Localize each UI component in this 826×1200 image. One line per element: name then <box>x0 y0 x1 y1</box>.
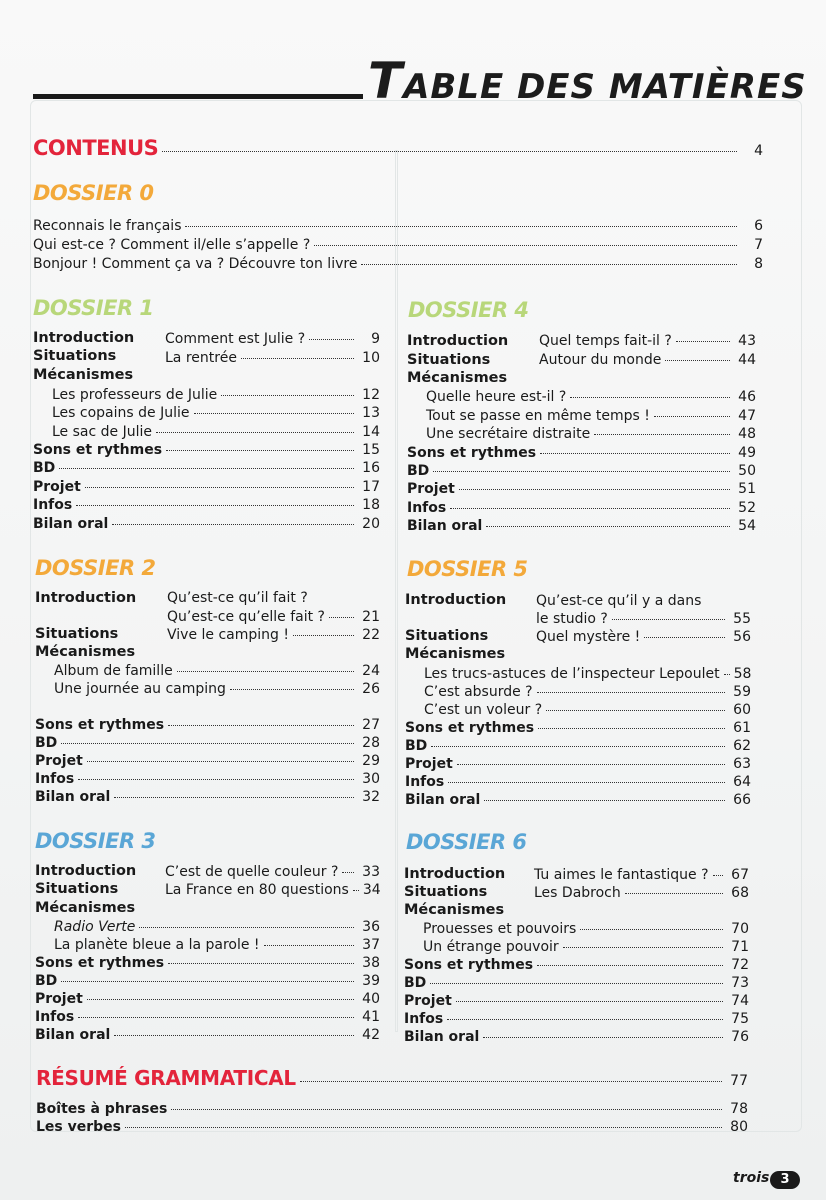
page-word: trois <box>733 1170 770 1186</box>
mecanismes-label: Mécanismes <box>405 646 506 662</box>
dossier-0-heading: DOSSIER 0 <box>33 181 154 205</box>
toc-row: Le sac de Julie 14 <box>52 424 380 440</box>
toc-row: Qu’est-ce qu’elle fait ? 21 <box>167 609 380 625</box>
toc-row: Sons et rythmes 72 <box>404 957 749 973</box>
toc-row: Bilan oral 20 <box>33 516 380 532</box>
toc-row: Boîtes à phrases 78 <box>36 1101 748 1117</box>
toc-row: Sons et rythmes 61 <box>405 720 751 736</box>
toc-row: Autour du monde 44 <box>539 352 756 368</box>
situations-label: Situations <box>33 348 117 364</box>
toc-row: BD 73 <box>404 975 749 991</box>
resume-heading: RÉSUMÉ GRAMMATICAL <box>36 1066 296 1090</box>
toc-row: Quel mystère ! 56 <box>536 629 751 645</box>
toc-row: Bilan oral 54 <box>407 518 756 534</box>
mecanismes-label: Mécanismes <box>404 902 505 918</box>
page-title: TABLE DES MATIÈRES <box>368 52 807 110</box>
toc-row: Infos 41 <box>35 1009 380 1025</box>
toc-row: Projet 17 <box>33 479 380 495</box>
contenus-heading: CONTENUS <box>33 136 159 160</box>
introduction-text: Qu’est-ce qu’il fait ? <box>167 590 308 606</box>
background-frame <box>395 150 398 1032</box>
toc-row: La France en 80 questions 34 <box>165 882 381 898</box>
toc-row: La rentrée 10 <box>165 350 380 366</box>
toc-row: Prouesses et pouvoirs 70 <box>423 921 749 937</box>
mecanismes-label: Mécanismes <box>407 370 508 386</box>
toc-row: Les copains de Julie 13 <box>52 405 380 421</box>
toc-row: Projet 51 <box>407 481 756 497</box>
page-number: 4 <box>754 143 763 159</box>
toc-row: Une secrétaire distraite 48 <box>426 426 756 442</box>
toc-row: Une journée au camping 26 <box>54 681 380 697</box>
leader-dots <box>162 151 737 152</box>
toc-row: Radio Verte 36 <box>54 919 380 935</box>
toc-row: Infos 18 <box>33 497 380 513</box>
toc-row: C’est un voleur ? 60 <box>424 702 751 718</box>
toc-row: Projet 40 <box>35 991 380 1007</box>
toc-row: Infos 52 <box>407 500 756 516</box>
toc-row: Projet 63 <box>405 756 751 772</box>
toc-row: BD 62 <box>405 738 751 754</box>
toc-row: Sons et rythmes 49 <box>407 445 756 461</box>
mecanismes-label: Mécanismes <box>33 367 134 383</box>
mecanismes-label: Mécanismes <box>35 644 136 660</box>
toc-row: Infos 75 <box>404 1011 749 1027</box>
dossier-4-heading: DOSSIER 4 <box>408 298 529 322</box>
toc-row-contenus <box>33 136 763 160</box>
introduction-label: Introduction <box>405 592 507 608</box>
toc-row: Sons et rythmes 38 <box>35 955 380 971</box>
toc-row: Album de famille 24 <box>54 663 380 679</box>
toc-row: Bilan oral 76 <box>404 1029 749 1045</box>
dossier-1-heading: DOSSIER 1 <box>33 296 154 320</box>
situations-label: Situations <box>404 884 488 900</box>
toc-row: Qui est-ce ? Comment il/elle s’appelle ? 7 <box>33 237 763 253</box>
toc-row: Vive le camping ! 22 <box>167 627 380 643</box>
dossier-6-heading: DOSSIER 6 <box>406 830 527 854</box>
toc-row: Bilan oral 32 <box>35 789 380 805</box>
toc-row: Sons et rythmes 27 <box>35 717 380 733</box>
toc-row: BD 28 <box>35 735 380 751</box>
toc-row: Les Dabroch 68 <box>534 885 749 901</box>
introduction-label: Introduction <box>35 590 137 606</box>
toc-row: Les professeurs de Julie 12 <box>52 387 380 403</box>
situations-label: Situations <box>407 352 491 368</box>
introduction-label: Introduction <box>33 330 135 346</box>
situations-label: Situations <box>35 881 119 897</box>
introduction-label: Introduction <box>407 333 509 349</box>
dossier-2-heading: DOSSIER 2 <box>35 556 156 580</box>
toc-row: Bonjour ! Comment ça va ? Découvre ton livre 8 <box>33 256 763 272</box>
toc-row: Quel temps fait-il ? 43 <box>539 333 756 349</box>
toc-row: Bilan oral 66 <box>405 792 751 808</box>
toc-row: La planète bleue a la parole ! 37 <box>54 937 380 953</box>
toc-row: Infos 30 <box>35 771 380 787</box>
toc-row: le studio ? 55 <box>536 611 751 627</box>
toc-row: BD 39 <box>35 973 380 989</box>
toc-row: Les trucs-astuces de l’inspecteur Lepoulet 58 <box>424 666 752 682</box>
toc-row: BD 16 <box>33 460 380 476</box>
introduction-label: Introduction <box>35 863 137 879</box>
toc-row: Projet 29 <box>35 753 380 769</box>
toc-row: Comment est Julie ? 9 <box>165 331 380 347</box>
dossier-3-heading: DOSSIER 3 <box>35 829 156 853</box>
toc-row: C’est absurde ? 59 <box>424 684 751 700</box>
introduction-label: Introduction <box>404 866 506 882</box>
introduction-text: Qu’est-ce qu’il y a dans <box>536 593 702 609</box>
title-rule <box>33 94 363 99</box>
page-number-badge: 3 <box>770 1171 800 1189</box>
toc-row: Tu aimes le fantastique ? 67 <box>534 867 749 883</box>
situations-label: Situations <box>405 628 489 644</box>
toc-row: Infos 64 <box>405 774 751 790</box>
mecanismes-label: Mécanismes <box>35 900 136 916</box>
toc-row-resume: RÉSUMÉ GRAMMATICAL 77 <box>36 1066 748 1090</box>
toc-row: Un étrange pouvoir 71 <box>423 939 749 955</box>
toc-row: Bilan oral 42 <box>35 1027 380 1043</box>
toc-row: Projet 74 <box>404 993 749 1009</box>
toc-row: Les verbes 80 <box>36 1119 748 1135</box>
toc-row: Tout se passe en même temps ! 47 <box>426 408 756 424</box>
toc-row: BD 50 <box>407 463 756 479</box>
dossier-5-heading: DOSSIER 5 <box>407 557 528 581</box>
toc-row: Quelle heure est-il ? 46 <box>426 389 756 405</box>
situations-label: Situations <box>35 626 119 642</box>
toc-row: C’est de quelle couleur ? 33 <box>165 864 380 880</box>
toc-row: Sons et rythmes 15 <box>33 442 380 458</box>
toc-row: Reconnais le français 6 <box>33 218 763 234</box>
